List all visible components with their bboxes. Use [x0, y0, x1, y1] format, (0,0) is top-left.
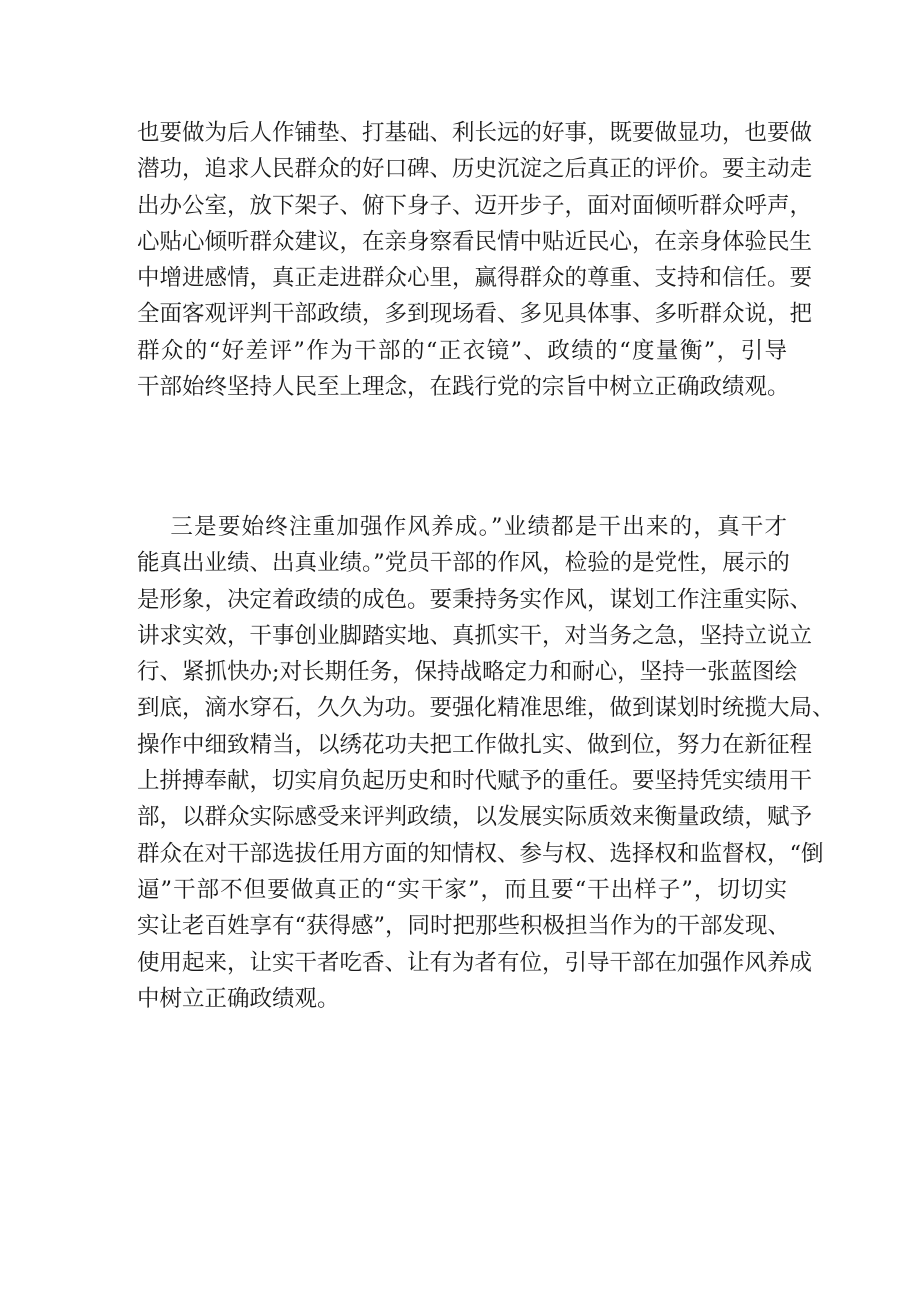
paragraph-line: 实让老百姓享有“获得感”，同时把那些积极担当作为的干部发现、	[137, 913, 791, 940]
paragraph-line: 群众的“好差评”作为干部的“正衣镜”、政绩的“度量衡”，引导	[137, 337, 787, 364]
paragraph-2	[137, 509, 835, 1017]
paragraph-line: 能真出业绩、出真业绩。”党员干部的作风，检验的是党性，展示的	[137, 550, 790, 577]
paragraph-line: 潜功，追求人民群众的好口碑、历史沉淀之后真正的评价。要主动走	[137, 156, 813, 183]
paragraph-line: 出办公室，放下架子、俯下身子、迈开步子，面对面倾听群众呼声，	[137, 192, 813, 219]
paragraph-line: 上拼搏奉献，切实肩负起历史和时代赋予的重任。要坚持凭实绩用干	[137, 768, 813, 795]
paragraph-line: 三是要始终注重加强作风养成。”业绩都是干出来的，真干才	[137, 514, 787, 540]
paragraph-line: 干部始终坚持人民至上理念，在践行党的宗旨中树立正确政绩观。	[137, 374, 790, 401]
paragraph-line: 心贴心倾听群众建议，在亲身察看民情中贴近民心，在亲身体验民生	[137, 228, 813, 255]
paragraph-line: 部，以群众实际感受来评判政绩，以发展实际质效来衡量政绩，赋予	[137, 804, 813, 831]
paragraph-line: 使用起来，让实干者吃香、让有为者有位，引导干部在加强作风养成	[137, 949, 813, 976]
paragraph-line: 也要做为后人作铺垫、打基础、利长远的好事，既要做显功，也要做	[137, 120, 813, 146]
paragraph-line: 讲求实效，干事创业脚踏实地、真抓实干，对当务之急，坚持立说立	[137, 622, 813, 649]
paragraph-line: 行、紧抓快办;对长期任务，保持战略定力和耐心，坚持一张蓝图绘	[137, 659, 798, 686]
paragraph-line: 中增进感情，真正走进群众心里，赢得群众的尊重、支持和信任。要	[137, 265, 813, 292]
paragraph-line: 到底，滴水穿石，久久为功。要强化精准思维，做到谋划时统揽大局、	[137, 695, 835, 722]
paragraph-line: 群众在对干部选拔任用方面的知情权、参与权、选择权和监督权，“倒	[137, 840, 824, 867]
paragraph-line: 操作中细致精当，以绣花功夫把工作做扎实、做到位，努力在新征程	[137, 731, 813, 758]
paragraph-line: 中树立正确政绩观。	[137, 985, 340, 1012]
paragraph-line: 逼”干部不但要做真正的“实干家”，而且要“干出样子”，切切实	[137, 876, 787, 903]
paragraph-line: 全面客观评判干部政绩，多到现场看、多见具体事、多听群众说，把	[137, 301, 813, 328]
paragraph-line: 是形象，决定着政绩的成色。要秉持务实作风，谋划工作注重实际、	[137, 586, 813, 613]
paragraph-1	[137, 115, 813, 405]
